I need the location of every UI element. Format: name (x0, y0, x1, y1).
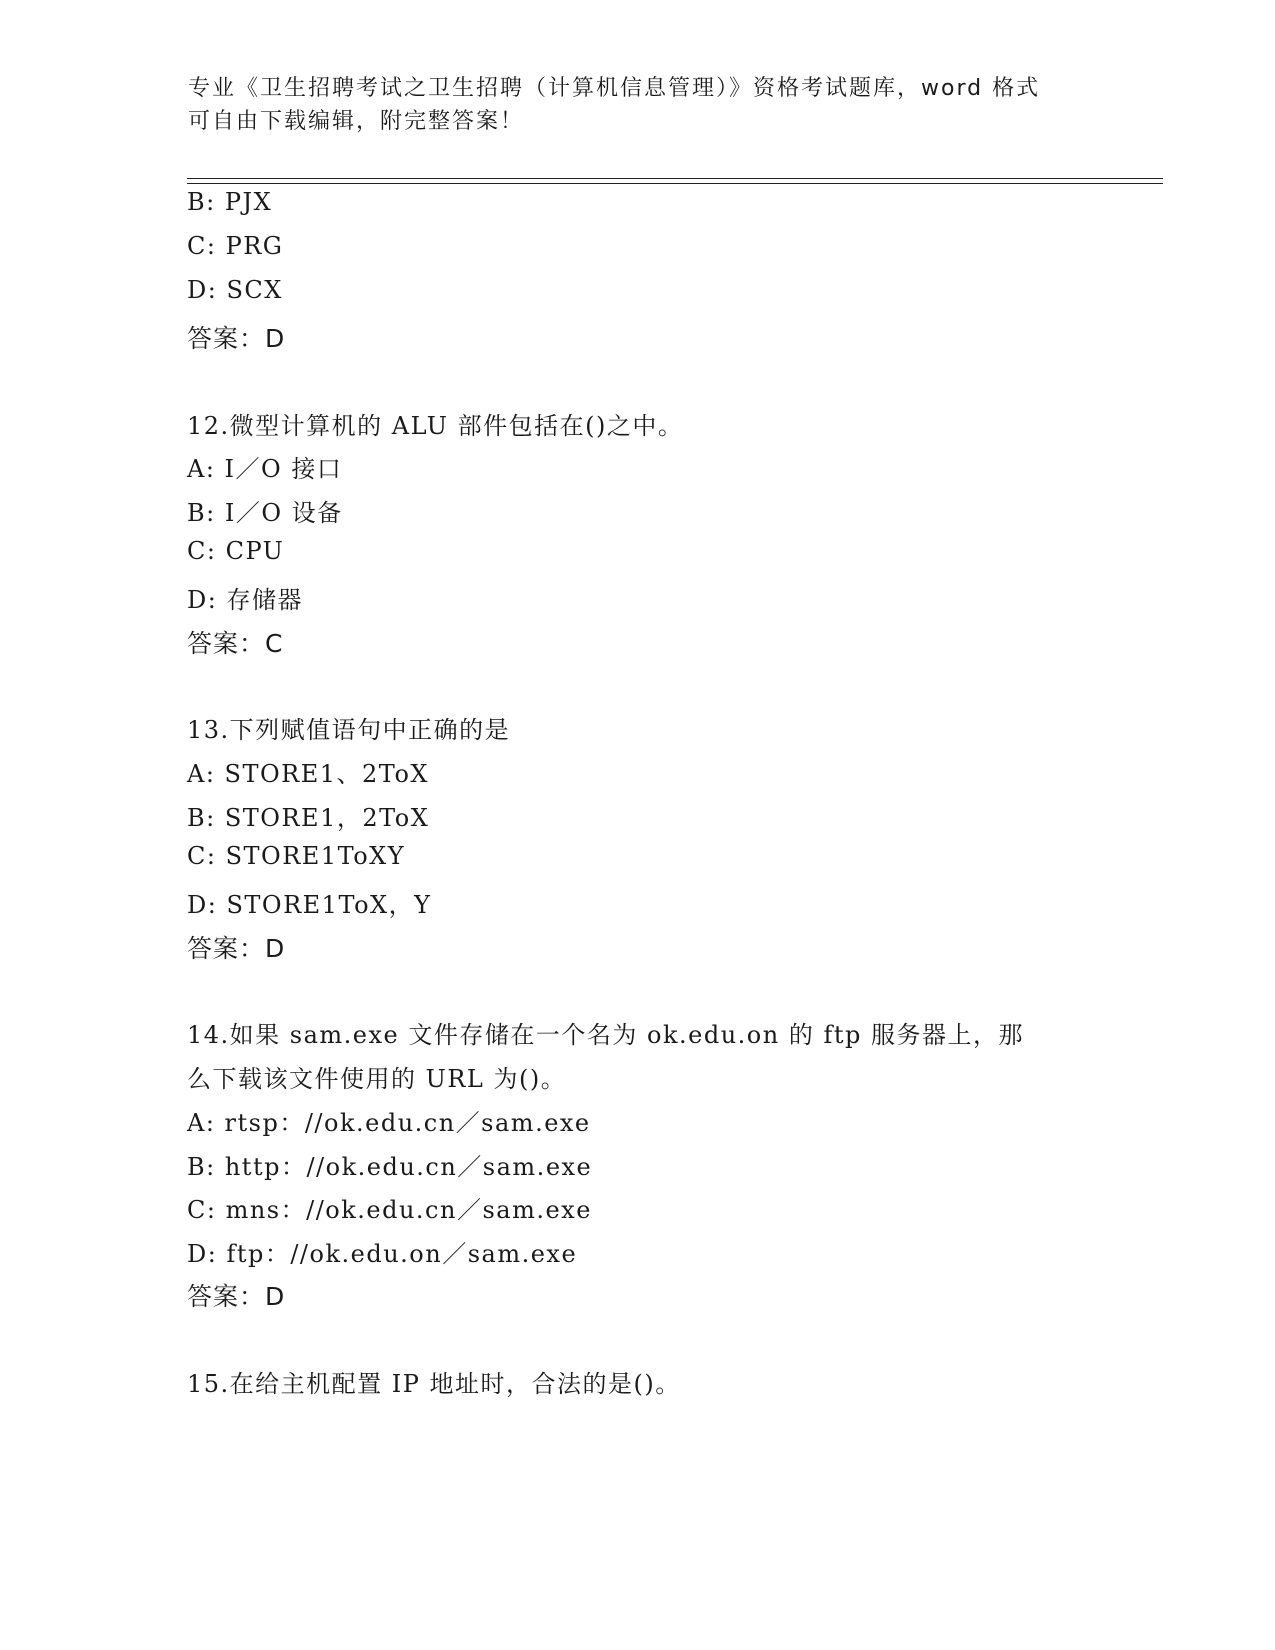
question-stem: 12.微型计算机的 ALU 部件包括在()之中。 (187, 412, 684, 440)
option-c: C: STORE1ToXY (187, 842, 406, 870)
header-divider-top (187, 178, 1163, 179)
document-header (188, 72, 1088, 138)
question-stem-continued: 么下载该文件使用的 URL 为()。 (187, 1065, 567, 1093)
option-d: D: STORE1ToX，Y (187, 891, 432, 919)
option-d: D: ftp：//ok.edu.on／sam.exe (187, 1240, 578, 1268)
answer: 答案：D (187, 934, 286, 963)
option-a: A: I／O 接口 (187, 455, 343, 483)
answer: 答案：D (187, 1282, 286, 1311)
option-c: C: mns：//ok.edu.cn／sam.exe (187, 1196, 592, 1224)
option-d: D: SCX (187, 276, 283, 304)
header-line-2: 可自由下载编辑，附完整答案！ (188, 109, 525, 134)
option-b: B: http：//ok.edu.cn／sam.exe (187, 1153, 593, 1181)
option-b: B: PJX (187, 188, 273, 216)
header-line-1: 专业《卫生招聘考试之卫生招聘（计算机信息管理）》资格考试题库，word 格式 (188, 76, 1041, 101)
answer: 答案：C (187, 629, 284, 658)
option-a: A: rtsp：//ok.edu.cn／sam.exe (187, 1109, 591, 1137)
option-b: B: I／O 设备 (187, 499, 343, 527)
option-c: C: CPU (187, 537, 285, 565)
option-b: B: STORE1，2ToX (187, 804, 430, 832)
header-divider-bottom (187, 183, 1163, 184)
question-stem: 14.如果 sam.exe 文件存储在一个名为 ok.edu.on 的 ftp 服务器上，那 (187, 1021, 1024, 1049)
option-c: C: PRG (187, 232, 284, 260)
question-stem: 15.在给主机配置 IP 地址时，合法的是()。 (187, 1370, 681, 1398)
answer: 答案：D (187, 324, 286, 353)
option-a: A: STORE1、2ToX (187, 760, 429, 788)
question-stem: 13.下列赋值语句中正确的是 (187, 716, 511, 744)
option-d: D: 存储器 (187, 586, 303, 614)
